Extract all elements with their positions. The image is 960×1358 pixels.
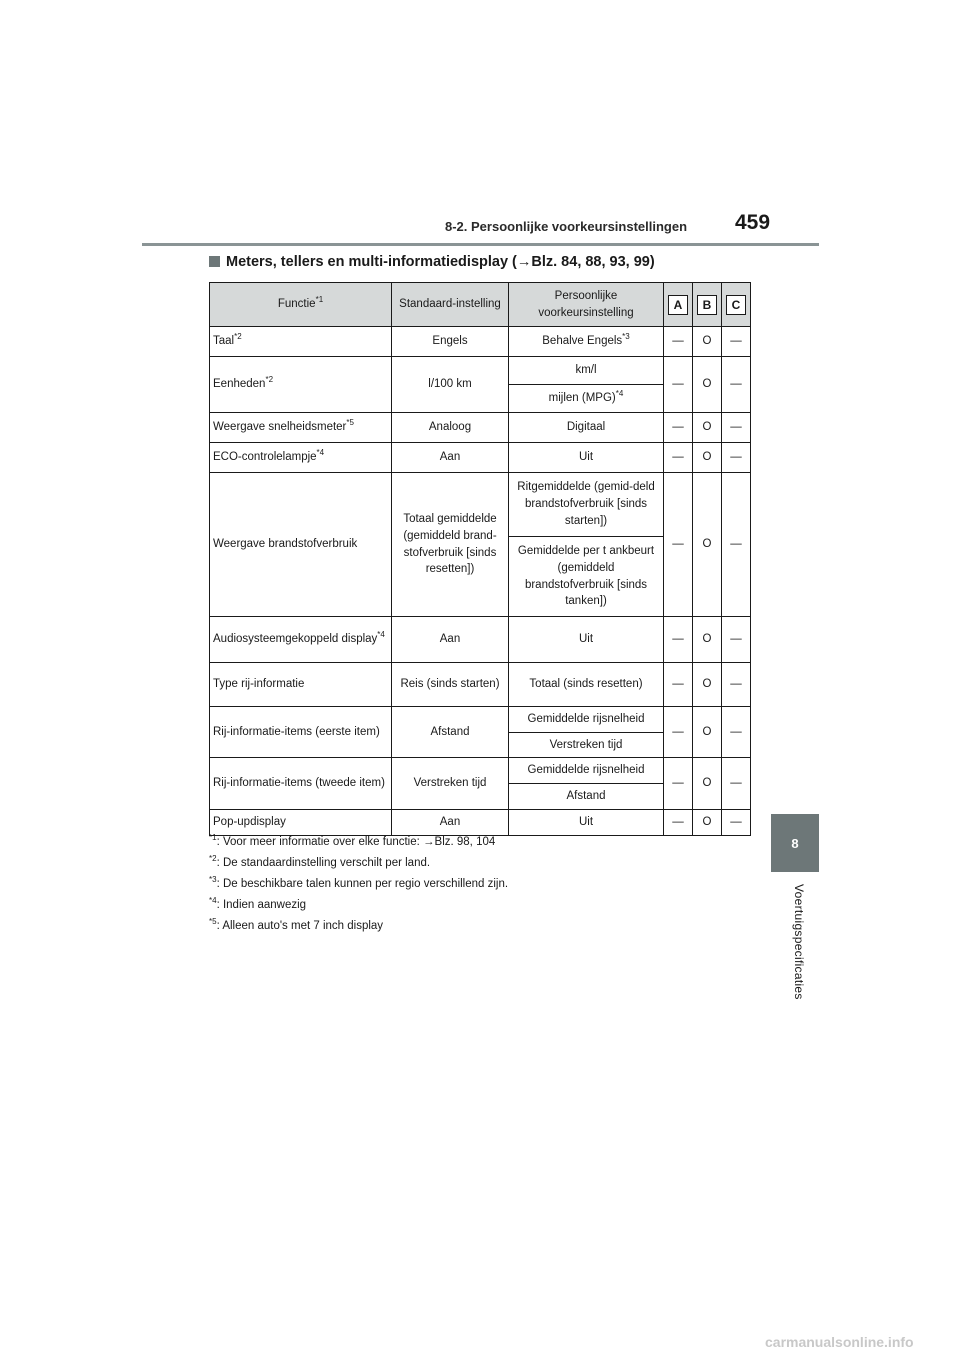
footnote: $^{*2}$: De standaardinstelling verschilt per land. (209, 854, 431, 869)
cell-a: — (664, 443, 693, 473)
cell-function: Rij-informatie-items (eerste item) (210, 707, 392, 758)
cell-custom: Gemiddelde rijsnelheid (509, 707, 664, 733)
cell-default: Engels (392, 327, 509, 357)
cell-custom: Verstreken tijd (509, 732, 664, 758)
settings-table (209, 282, 751, 836)
cell-default: Analoog (392, 413, 509, 443)
cell-function: ECO-controlelampje$^{*4}$ (210, 443, 392, 473)
cell-function: Weergave brandstofverbruik (210, 473, 392, 617)
footnote: $^{*3}$: De beschikbare talen kunnen per regio verschillend zijn. (209, 875, 509, 890)
cell-default: Totaal gemiddelde (gemiddeld brand-stofverbruik [sinds resetten]) (392, 473, 509, 617)
cell-a: — (664, 707, 693, 758)
cell-c: — (722, 443, 751, 473)
table-header-row (210, 283, 751, 327)
header-default: Standaard-instelling (392, 283, 509, 327)
table-row (210, 443, 751, 473)
table-row (210, 327, 751, 357)
cell-default: Afstand (392, 707, 509, 758)
table-row (210, 413, 751, 443)
table-row (210, 758, 751, 784)
cell-c: — (722, 413, 751, 443)
cell-c: — (722, 809, 751, 835)
footnote: $^{*1}$: Voor meer informatie over elke functie: →Blz. 98, 104 (209, 833, 496, 848)
cell-b: O (693, 663, 722, 707)
header-divider (142, 243, 819, 246)
cell-c: — (722, 663, 751, 707)
cell-function: Pop-updisplay (210, 809, 392, 835)
page-number: 459 (735, 211, 771, 234)
cell-default: l/100 km (392, 357, 509, 413)
cell-default: Reis (sinds starten) (392, 663, 509, 707)
cell-function: Eenheden$^{*2}$ (210, 357, 392, 413)
cell-custom: Gemiddelde rijsnelheid (509, 758, 664, 784)
footnote: $^{*5}$: Alleen auto's met 7 inch display (209, 917, 384, 932)
cell-c: — (722, 758, 751, 809)
footnote: $^{*4}$: Indien aanwezig (209, 896, 307, 911)
cell-function: Rij-informatie-items (tweede item) (210, 758, 392, 809)
cell-custom: mijlen (MPG)$^{*4}$ (509, 385, 664, 413)
cell-custom: Gemiddelde per t ankbeurt (gemiddeld brandstofverbruik [sinds tanken]) (509, 537, 664, 617)
cell-default: Aan (392, 443, 509, 473)
cell-c: — (722, 707, 751, 758)
cell-custom: Uit (509, 443, 664, 473)
cell-a: — (664, 327, 693, 357)
header-col-b: B (693, 283, 722, 327)
cell-custom: Uit (509, 617, 664, 663)
cell-b: O (693, 413, 722, 443)
cell-b: O (693, 758, 722, 809)
cell-c: — (722, 617, 751, 663)
cell-a: — (664, 413, 693, 443)
table-row (210, 617, 751, 663)
cell-function: Weergave snelheidsmeter$^{*5}$ (210, 413, 392, 443)
cell-custom: km/l (509, 357, 664, 385)
watermark: carmanualsonline.info (765, 1334, 914, 1350)
header-col-a: A (664, 283, 693, 327)
cell-c: — (722, 357, 751, 413)
cell-c: — (722, 327, 751, 357)
cell-custom: Totaal (sinds resetten) (509, 663, 664, 707)
table-row (210, 809, 751, 835)
square-bullet-icon (209, 256, 220, 267)
cell-a: — (664, 357, 693, 413)
header-custom: Persoonlijke voorkeursinstelling (509, 283, 664, 327)
cell-default: Verstreken tijd (392, 758, 509, 809)
table-row (210, 473, 751, 537)
cell-b: O (693, 357, 722, 413)
table-row (210, 663, 751, 707)
cell-custom: Uit (509, 809, 664, 835)
cell-default: Aan (392, 617, 509, 663)
cell-custom: Digitaal (509, 413, 664, 443)
cell-b: O (693, 473, 722, 617)
cell-b: O (693, 617, 722, 663)
cell-a: — (664, 663, 693, 707)
chapter-number: 8 (791, 835, 799, 851)
section-heading (209, 254, 769, 270)
cell-c: — (722, 473, 751, 617)
cell-function: Type rij-informatie (210, 663, 392, 707)
section-heading-text: Meters, tellers en multi-informatiedisplay (→Blz. 84, 88, 93, 99) (226, 254, 655, 270)
table-row (210, 357, 751, 385)
cell-b: O (693, 327, 722, 357)
chapter-label: Voertuigspecificaties (792, 884, 806, 1000)
header-col-c: C (722, 283, 751, 327)
cell-custom: Afstand (509, 784, 664, 810)
cell-function: Taal$^{*2}$ (210, 327, 392, 357)
cell-a: — (664, 758, 693, 809)
cell-a: — (664, 617, 693, 663)
cell-function: Audiosysteemgekoppeld display$^{*4}$ (210, 617, 392, 663)
chapter-tab (771, 814, 819, 872)
footnotes (209, 833, 769, 941)
cell-b: O (693, 707, 722, 758)
header-function: Functie$^{*1}$ (210, 283, 392, 327)
cell-default: Aan (392, 809, 509, 835)
running-header-title: 8-2. Persoonlijke voorkeursinstellingen (445, 219, 688, 234)
table-row (210, 707, 751, 733)
cell-a: — (664, 473, 693, 617)
cell-custom: Behalve Engels$^{*3}$ (509, 327, 664, 357)
cell-custom: Ritgemiddelde (gemid-deld brandstofverbruik [sinds starten]) (509, 473, 664, 537)
cell-b: O (693, 809, 722, 835)
cell-a: — (664, 809, 693, 835)
cell-b: O (693, 443, 722, 473)
